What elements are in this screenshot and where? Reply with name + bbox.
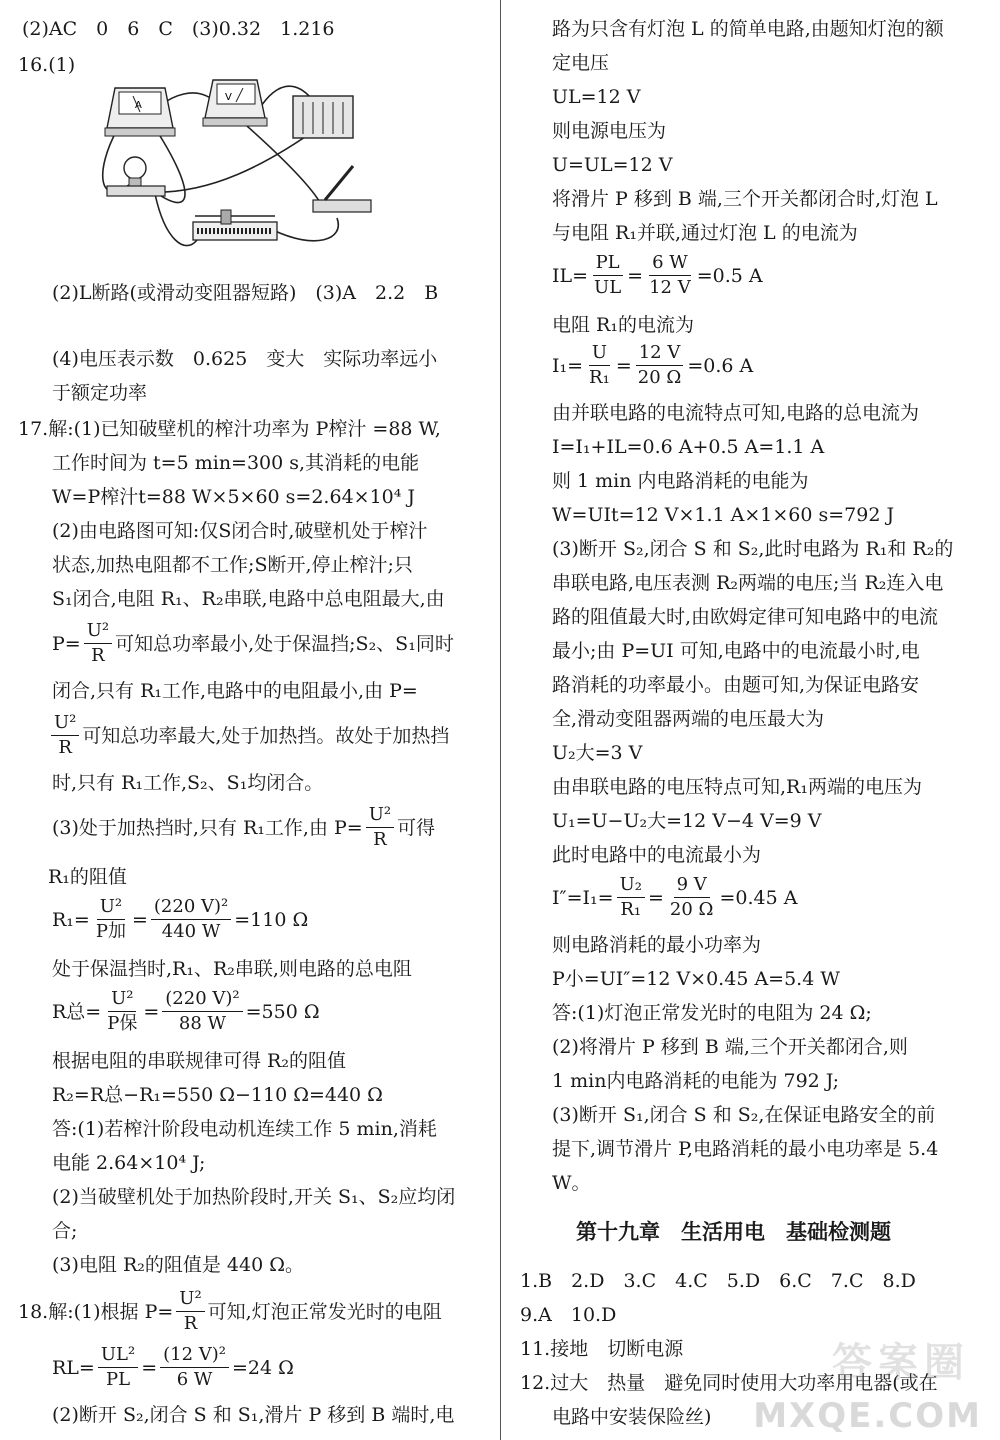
answer-line: (3)断开 S₁,闭合 S 和 S₂,在保证电路安全的前	[552, 1104, 936, 1126]
answer-line: 答:(1)灯泡正常发光时的电阻为 24 Ω;	[552, 1002, 872, 1024]
answer-line: 1.B 2.D 3.C 4.C 5.D 6.C 7.C 8.D	[520, 1270, 916, 1292]
answer-line: 9.A 10.D	[520, 1304, 617, 1326]
answer-line: 于额定功率	[52, 382, 148, 404]
formula-line: U₂大=3 V	[552, 742, 643, 764]
answer-line: (4)电压表示数 0.625 变大 实际功率远小	[52, 348, 438, 370]
answer-line: 合;	[52, 1220, 78, 1242]
answer-line: (2)断开 S₂,闭合 S 和 S₁,滑片 P 移到 B 端时,电	[52, 1404, 455, 1426]
column-divider	[500, 0, 501, 1440]
answer-line: 提下,调节滑片 P,电路消耗的最小电功率是 5.4	[552, 1138, 939, 1160]
answer-line: (3)断开 S₂,闭合 S 和 S₂,此时电路为 R₁和 R₂的	[552, 538, 954, 560]
answer-line: 状态,加热电阻都不工作;S断开,停止榨汁;只	[52, 554, 413, 576]
formula-line: UL=12 V	[552, 86, 641, 108]
answer-line: 与电阻 R₁并联,通过灯泡 L 的电流为	[552, 222, 858, 244]
answer-line: 时,只有 R₁工作,S₂、S₁均闭合。	[52, 772, 324, 794]
formula-line: I=I₁+IL=0.6 A+0.5 A=1.1 A	[552, 436, 825, 458]
formula-line: $\frac{\text{U²}}{R}$ 可知总功率最大,处于加热挡。故处于加热挡	[48, 712, 449, 759]
answer-line: (2)将滑片 P 移到 B 端,三个开关都闭合,则	[552, 1036, 908, 1058]
formula-line: (3)处于加热挡时,只有 R₁工作,由 P= $\frac{\text{U²}}{R}$ 可得	[52, 804, 436, 850]
formula-line: IL= $\frac{PL}{UL}$ = $\frac{6 W}{12 V}$ =0.5 A	[552, 252, 763, 298]
answer-line: 则电路消耗的最小功率为	[552, 934, 762, 956]
answer-line: 12.过大 热量 避免同时使用大功率用电器(或在	[520, 1372, 938, 1394]
chapter-heading: 第十九章 生活用电 基础检测题	[576, 1220, 891, 1244]
answer-line: 定电压	[552, 52, 610, 74]
answer-line: 电路中安装保险丝)	[552, 1406, 712, 1428]
question-number: 16.(1)	[18, 54, 76, 76]
answer-line: 电能 2.64×10⁴ J;	[52, 1152, 206, 1174]
answer-line: 答:(1)若榨汁阶段电动机连续工作 5 min,消耗	[52, 1118, 437, 1140]
answer-line: 路为只含有灯泡 L 的简单电路,由题知灯泡的额	[552, 18, 944, 40]
answer-line: 全,滑动变阻器两端的电压最大为	[552, 708, 825, 730]
answer-line: 闭合,只有 R₁工作,电路中的电阻最小,由 P=	[52, 680, 418, 702]
watermark: MXQE.COM	[753, 1396, 982, 1436]
question-17: 17.解:(1)已知破壁机的榨汁功率为 P榨汁 =88 W,	[18, 418, 441, 440]
answer-line: 11.接地 切断电源	[520, 1338, 684, 1360]
ammeter-icon	[105, 88, 175, 136]
battery-icon	[293, 96, 353, 138]
answer-line: (2)当破壁机处于加热阶段时,开关 S₁、S₂应均闭	[52, 1186, 456, 1208]
formula-line: I₁= $\frac{U}{\text{R₁}}$ = $\frac{12 V}{20 \Omega}$ =0.6 A	[552, 342, 754, 388]
formula-line: P= $\frac{\text{U²}}{R}$ 可知总功率最小,处于保温挡;S₂、S₁同时	[52, 620, 454, 666]
answer-line: 路消耗的功率最小。由题可知,为保证电路安	[552, 674, 920, 696]
answer-line: 处于保温挡时,R₁、R₂串联,则电路的总电阻	[52, 958, 412, 980]
answer-line: 则 1 min 内电路消耗的电能为	[552, 470, 809, 492]
formula-line: RL= $\frac{\text{UL²}}{PL}$ = $\frac{\text{(12 V)²}}{6 W}$ =24 Ω	[52, 1344, 294, 1390]
formula-line: R总= $\frac{\text{U²}}{\text{P保}}$ = $\frac{\text{(220 V)²}}{88 W}$ =550 Ω	[52, 988, 320, 1034]
answer-line: (2)由电路图可知:仅S闭合时,破壁机处于榨汁	[52, 520, 428, 542]
answer-line: W。	[552, 1172, 591, 1194]
formula-line: U₁=U−U₂大=12 V−4 V=9 V	[552, 810, 822, 832]
answer-line: R₁的阻值	[48, 866, 127, 888]
answer-line: 则电源电压为	[552, 120, 667, 142]
answer-line: 根据电阻的串联规律可得 R₂的阻值	[52, 1050, 346, 1072]
answer-line: (3)电阻 R₂的阻值是 440 Ω。	[52, 1254, 304, 1276]
answer-line: S₁闭合,电阻 R₁、R₂串联,电路中总电阻最大,由	[52, 588, 445, 610]
formula-line: W=UIt=12 V×1.1 A×1×60 s=792 J	[552, 504, 895, 526]
answer-line: 电阻 R₁的电流为	[552, 314, 694, 336]
formula-line: R₁= $\frac{\text{U²}}{\text{P加}}$ = $\frac{\text{(220 V)²}}{440 W}$ =110 Ω	[52, 896, 309, 942]
answer-line: 最小;由 P=UI 可知,电路中的电流最小时,电	[552, 640, 920, 662]
answer-line: 此时电路中的电流最小为	[552, 844, 762, 866]
formula-line: W=P榨汁t=88 W×5×60 s=2.64×10⁴ J	[52, 486, 416, 508]
circuit-diagram	[85, 50, 375, 260]
switch-icon	[313, 166, 371, 212]
rheostat-icon	[193, 210, 277, 240]
answer-line: 由并联电路的电流特点可知,电路的总电流为	[552, 402, 920, 424]
voltmeter-label: V	[225, 92, 232, 103]
answer-line: 将滑片 P 移到 B 端,三个开关都闭合时,灯泡 L	[552, 188, 938, 210]
answer-line: 由串联电路的电压特点可知,R₁两端的电压为	[552, 776, 922, 798]
answer-line: 工作时间为 t=5 min=300 s,其消耗的电能	[52, 452, 420, 474]
answer-line: 1 min内电路消耗的电能为 792 J;	[552, 1070, 840, 1092]
voltmeter-icon	[203, 80, 267, 126]
answer-line: (2)L断路(或滑动变阻器短路) (3)A 2.2 B	[52, 282, 439, 304]
answer-line: 串联电路,电压表测 R₂两端的电压;当 R₂连入电	[552, 572, 944, 594]
bulb-icon	[107, 157, 165, 196]
question-18: 18.解:(1)根据 P= $\frac{\text{U²}}{R}$ 可知,灯泡正常发光时的电阻	[18, 1288, 442, 1334]
ammeter-label: A	[135, 100, 142, 111]
formula-line: P小=UI″=12 V×0.45 A=5.4 W	[552, 968, 840, 990]
answer-line: (2)AC 0 6 C (3)0.32 1.216	[22, 18, 335, 40]
watermark-logo: 答案圈	[832, 1340, 970, 1386]
formula-line: U=UL=12 V	[552, 154, 673, 176]
formula-line: I″=I₁= $\frac{\text{U₂}}{\text{R₁}}$ = $\frac{9 V}{20 \Omega}$ =0.45 A	[552, 874, 798, 920]
answer-line: 路的阻值最大时,由欧姆定律可知电路中的电流	[552, 606, 939, 628]
formula-line: R₂=R总−R₁=550 Ω−110 Ω=440 Ω	[52, 1084, 383, 1106]
